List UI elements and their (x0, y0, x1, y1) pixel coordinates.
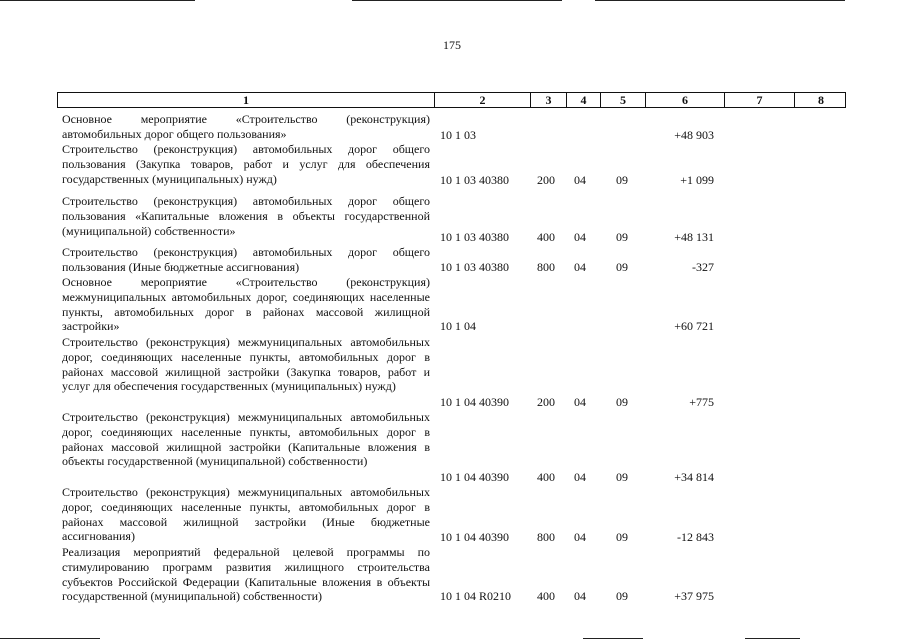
row-amount: +48 131 (674, 230, 714, 244)
row-code: 10 1 04 R0210 (440, 589, 512, 603)
row-code: 10 1 03 40380 (440, 260, 509, 274)
scan-edge-bottom-mid (583, 638, 643, 639)
header-col-3: 3 (531, 93, 567, 107)
row-col4: 04 (574, 173, 586, 187)
row-col5: 09 (616, 173, 628, 187)
table-header (57, 92, 846, 108)
row-description: Строительство (реконструкция) межмуниципальных автомобильных дорог, соединяющих населенные пункты, автомобильных дорог в районах массовой жилищной застройки (Иные бюджетные ассигнования) (62, 485, 430, 544)
row-col5: 09 (616, 395, 628, 409)
row-col4: 04 (574, 530, 586, 544)
page-number: 175 (443, 38, 461, 52)
row-col5: 09 (616, 589, 628, 603)
scan-edge-top-left (0, 0, 195, 1)
row-col4: 04 (574, 260, 586, 274)
row-description: Реализация мероприятий федеральной целевой программы по стимулированию программ развития жилищного строительства субъектов Российской Федерации (Капитальные вложения в объекты государственной (муниципальной) собственности) (62, 545, 430, 604)
row-col3: 800 (537, 530, 555, 544)
row-description: Строительство (реконструкция) межмуниципальных автомобильных дорог, соединяющих населенные пункты, автомобильных дорог в районах массовой жилищной застройки (Закупка товаров, работ и услуг для обеспечения государственных (муниципальных) нужд) (62, 335, 430, 394)
row-amount: +48 903 (674, 128, 714, 142)
row-col5: 09 (616, 530, 628, 544)
scan-edge-bottom-left (0, 638, 100, 639)
header-col-1: 1 (58, 93, 435, 107)
row-description: Основное мероприятие «Строительство (реконструкция) автомобильных дорог общего пользования» (62, 112, 430, 141)
row-col3: 800 (537, 260, 555, 274)
row-col4: 04 (574, 395, 586, 409)
row-code: 10 1 03 40380 (440, 230, 509, 244)
row-amount: +775 (689, 395, 714, 409)
row-description: Основное мероприятие «Строительство (реконструкция) межмуниципальных автомобильных дорог, соединяющих населенные пункты, автомобильных дорог в районах массовой жилищной застройки» (62, 275, 430, 334)
header-col-4: 4 (567, 93, 601, 107)
row-code: 10 1 03 (440, 128, 476, 142)
scan-edge-top-right (595, 0, 845, 1)
row-amount: +37 975 (674, 589, 714, 603)
row-col3: 400 (537, 470, 555, 484)
row-code: 10 1 04 40390 (440, 530, 509, 544)
header-col-8: 8 (818, 93, 824, 107)
scan-edge-top-mid (352, 0, 562, 1)
row-description: Строительство (реконструкция) межмуниципальных автомобильных дорог, соединяющих населенные пункты, автомобильных дорог в районах массовой жилищной застройки (Капитальные вложения в объекты государственной (муниципальной) собственности) (62, 410, 430, 469)
row-description: Строительство (реконструкция) автомобильных дорог общего пользования (Закупка товаров, работ и услуг для обеспечения государственных (муниципальных) нужд) (62, 142, 430, 186)
row-amount: +1 099 (680, 173, 714, 187)
header-col-6: 6 (646, 93, 725, 107)
row-col5: 09 (616, 470, 628, 484)
row-description: Строительство (реконструкция) автомобильных дорог общего пользования «Капитальные вложения в объекты государственной (муниципальной) собственности» (62, 194, 430, 238)
row-amount: +34 814 (674, 470, 714, 484)
row-col3: 200 (537, 173, 555, 187)
row-code: 10 1 03 40380 (440, 173, 509, 187)
row-col3: 400 (537, 589, 555, 603)
row-code: 10 1 04 40390 (440, 395, 509, 409)
row-col4: 04 (574, 230, 586, 244)
row-col3: 400 (537, 230, 555, 244)
row-description: Строительство (реконструкция) автомобильных дорог общего пользования (Иные бюджетные ассигнования) (62, 245, 430, 274)
header-col-5: 5 (601, 93, 646, 107)
row-col4: 04 (574, 589, 586, 603)
row-col3: 200 (537, 395, 555, 409)
header-col-7: 7 (725, 93, 795, 107)
row-code: 10 1 04 40390 (440, 470, 509, 484)
row-amount: -327 (692, 260, 714, 274)
row-code: 10 1 04 (440, 319, 476, 333)
row-amount: -12 843 (677, 530, 714, 544)
row-col5: 09 (616, 260, 628, 274)
scan-edge-bottom-right (745, 638, 800, 639)
row-col5: 09 (616, 230, 628, 244)
header-col-2: 2 (435, 93, 531, 107)
row-amount: +60 721 (674, 319, 714, 333)
row-col4: 04 (574, 470, 586, 484)
